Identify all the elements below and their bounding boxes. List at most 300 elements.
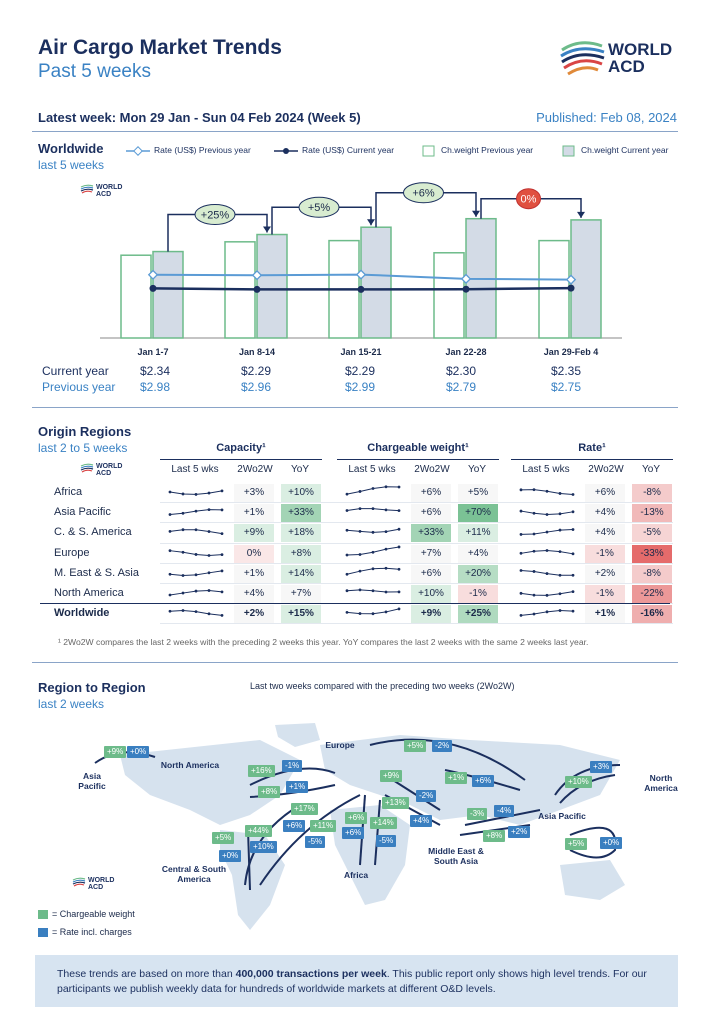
rate-badge: -5% [305,836,325,848]
sparkline-point [359,589,362,592]
sparkline-point [195,553,198,556]
current-rate-value: $2.29 [241,364,272,378]
sparkline-point [221,569,224,572]
previous-rate-value: $2.75 [551,380,582,394]
sparkline-point [346,573,349,576]
previous-rate-value: $2.99 [345,380,376,394]
map-small-logo [72,876,115,894]
chargeable-weight-badge: +8% [483,830,505,842]
row-divider [160,623,673,624]
metric-cell: +6% [585,484,625,502]
sparkline-point [533,594,536,597]
sparkline-point [546,531,549,534]
sparkline-point [385,509,388,512]
sparkline-point [572,552,575,555]
sparkline-point [533,533,536,536]
sparkline-point [398,568,401,571]
x-tick-label: Jan 1-7 [137,347,169,357]
small-logo-line2: ACD [88,884,104,891]
rate-curr-point [463,286,470,293]
metric-cell: +33% [411,524,451,542]
group-header: Chargeable weight¹ [367,442,469,454]
sparkline-point [398,590,401,593]
metric-cell: -33% [632,545,672,563]
sparkline-point [520,533,523,536]
australia-shape [560,860,625,900]
metric-cell: -16% [632,605,672,623]
change-label: +6% [412,187,435,200]
column-header: YoY [291,464,309,475]
sparkline [166,545,226,561]
legend-green-swatch [38,910,48,919]
metric-cell: +6% [411,484,451,502]
legend-blue-text: = Rate incl. charges [52,927,132,937]
column-header: YoY [468,464,486,475]
rate-badge: +2% [508,826,530,838]
metric-cell: +10% [281,484,321,502]
sparkline-point [385,485,388,488]
globe-swoosh-small-icon [72,877,86,889]
sparkline-point [221,509,224,512]
x-tick-label: Jan 8-14 [238,347,276,357]
logo-text-line1: WORLD [608,40,673,59]
sparkline-point [398,486,401,489]
sparkline-point [559,574,562,577]
rate-curr-point [568,285,575,292]
column-header: 2Wo2W [588,464,624,475]
rate-badge: +6% [472,775,494,787]
current-rate-value: $2.30 [446,364,477,378]
logo-text-line2: ACD [608,57,645,76]
sparkline-point [398,509,401,512]
group-rule [160,459,322,460]
sparkline-point [572,574,575,577]
group-header: Capacity¹ [216,442,266,454]
metric-cell: -8% [632,484,672,502]
divider [32,131,678,132]
sparkline [166,565,226,581]
sparkline [166,484,226,500]
row-divider [160,543,673,544]
sparkline-point [559,492,562,495]
sparkline [166,605,226,621]
x-tick-label: Jan 29-Feb 4 [543,347,599,357]
sparkline-point [169,549,172,552]
chargeable-weight-badge: +17% [291,803,318,815]
sparkline-point [182,512,185,515]
sparkline [343,605,403,621]
bar-curr-1 [257,235,287,338]
footer-bold: 400,000 transactions per week [235,968,387,980]
sparkline-point [169,530,172,533]
small-logo-line2: ACD [96,191,112,198]
change-arrowhead [263,227,271,233]
sparkline-point [195,529,198,532]
sparkline-point [372,507,375,510]
sparkline-point [208,571,211,574]
sparkline-point [182,592,185,595]
sparkline-point [221,553,224,556]
chargeable-weight-badge: +13% [382,797,409,809]
rate-badge: +0% [127,746,149,758]
sparkline-point [182,529,185,532]
worldwide-subtitle: last 5 weeks [38,158,105,172]
chargeable-weight-badge: +5% [565,838,587,850]
sparkline-point [346,589,349,592]
sparkline-point [359,553,362,556]
sparkline-point [359,490,362,493]
rate-badge: +10% [250,841,277,853]
region-label: Africa [54,486,83,498]
previous-rate-value: $2.98 [140,380,171,394]
sparkline [343,585,403,601]
sparkline-point [221,533,224,536]
label-csa: Central & South America [161,864,227,884]
metric-cell: -1% [458,585,498,603]
sparkline [343,565,403,581]
footer-pre: These trends are based on more than [57,968,236,980]
sparkline-point [572,493,575,496]
sparkline-point [182,609,185,612]
chargeable-weight-badge: -3% [467,808,487,820]
sparkline-point [359,570,362,573]
sparkline-point [520,592,523,595]
sparkline-point [346,611,349,614]
x-tick-label: Jan 22-28 [445,347,487,357]
sparkline-point [546,572,549,575]
sparkline-point [182,574,185,577]
chargeable-weight-badge: +16% [248,765,275,777]
sparkline [166,524,226,540]
sparkline [343,484,403,500]
sparkline-point [195,590,198,593]
chargeable-weight-badge: +44% [245,825,272,837]
rate-badge: +0% [600,837,622,849]
sparkline [517,545,577,561]
label-africa: Africa [343,870,369,880]
sparkline-point [572,529,575,532]
sparkline [517,605,577,621]
sparkline [166,585,226,601]
chargeable-weight-badge: +9% [104,746,126,758]
current-rate-value: $2.35 [551,364,582,378]
column-header: 2Wo2W [414,464,450,475]
region-label: Europe [54,546,90,559]
metric-cell: +14% [281,565,321,583]
rate-curr-point [358,286,365,293]
row-divider [160,563,673,564]
sparkline-point [195,610,198,613]
rate-badge: -2% [416,790,436,802]
rate-badge: +6% [283,820,305,832]
sparkline-point [359,530,362,533]
rate-curr-point [254,286,261,293]
small-logo-line1: WORLD [96,184,123,191]
sparkline-point [520,614,523,617]
sparkline-point [182,550,185,553]
sparkline-point [208,613,211,616]
change-arrowhead [367,219,375,225]
rate-badge: +4% [410,815,432,827]
footer-note [35,955,678,1007]
metric-cell: +8% [281,545,321,563]
sparkline-point [372,612,375,615]
legend-rate-prev: Rate (US$) Previous year [154,145,251,155]
sparkline-point [385,567,388,570]
sparkline-point [169,594,172,597]
origin-title: Origin Regions [38,424,132,439]
metric-cell: +6% [411,504,451,522]
group-header: Rate¹ [578,442,606,454]
label-mesa: Middle East & South Asia [428,846,484,866]
metric-cell: +70% [458,504,498,522]
row-divider [160,583,673,584]
rate-badge: -1% [282,760,302,772]
metric-cell: +3% [234,484,274,502]
metric-cell: +33% [281,504,321,522]
origin-subtitle: last 2 to 5 weeks [38,441,128,455]
sparkline-point [546,549,549,552]
column-header: YoY [642,464,660,475]
sparkline-point [372,567,375,570]
greenland-shape [275,723,320,747]
current-rate-value: $2.29 [345,364,376,378]
metric-cell: +18% [281,524,321,542]
chargeable-weight-badge: +5% [212,832,234,844]
metric-cell: +7% [281,585,321,603]
sparkline [343,524,403,540]
sparkline [517,565,577,581]
rate-badge: -5% [376,835,396,847]
row-divider [160,502,673,503]
metric-cell: +1% [234,565,274,583]
sparkline-point [559,592,562,595]
worldwide-chart [0,160,709,360]
sparkline-point [208,492,211,495]
sparkline-point [221,614,224,617]
region-label: Worldwide [54,607,110,620]
sparkline [166,504,226,520]
sparkline-point [346,493,349,496]
sparkline-point [372,531,375,534]
divider [32,662,678,663]
chargeable-weight-badge: +10% [565,776,592,788]
r2r-caption: Last two weeks compared with the preceding two weeks (2Wo2W) [250,681,515,691]
label-asia-pacific-left: Asia Pacific [78,771,106,791]
metric-cell: +11% [458,524,498,542]
metric-cell: +25% [458,605,498,623]
sparkline-point [398,528,401,531]
sparkline-point [359,612,362,615]
bar-curr-0 [153,252,183,338]
worldwide-rule [40,603,670,604]
sparkline-point [169,491,172,494]
world-acd-logo [558,36,688,86]
change-label: +5% [307,202,331,215]
sparkline-point [520,488,523,491]
previous-rate-value: $2.96 [241,380,272,394]
legend-blue-swatch [38,928,48,937]
region-label: M. East & S. Asia [54,566,139,579]
sparkline-point [533,570,536,573]
sparkline-point [221,489,224,492]
published-date: Published: Feb 08, 2024 [536,110,677,125]
metric-cell: -22% [632,585,672,603]
column-header: Last 5 wks [171,464,219,475]
sparkline-point [169,610,172,613]
bar-curr-2 [361,227,391,338]
sparkline-point [398,608,401,611]
label-asia-pacific-right: Asia Pacific [538,811,586,821]
sparkline-point [169,573,172,576]
page-title: Air Cargo Market Trends [38,36,282,59]
chargeable-weight-badge: +8% [258,786,280,798]
sparkline-point [385,547,388,550]
change-arrowhead [577,212,585,218]
worldwide-title: Worldwide [38,141,104,156]
legend-green-text: = Chargeable weight [52,909,135,919]
chargeable-weight-badge: +14% [370,817,397,829]
sparkline-point [221,590,224,593]
metric-cell: +4% [585,524,625,542]
x-tick-label: Jan 15-21 [340,347,382,357]
sparkline [517,484,577,500]
metric-cell: +15% [281,605,321,623]
metric-cell: -1% [585,545,625,563]
sparkline [517,504,577,520]
sparkline-point [533,613,536,616]
rate-badge: +1% [286,781,308,793]
sparkline-point [346,529,349,532]
rate-curr-point [150,285,157,292]
sparkline [517,524,577,540]
bar-curr-4 [571,220,601,338]
divider [32,407,678,408]
small-logo-line1: WORLD [96,463,123,470]
sparkline [517,585,577,601]
sparkline-point [520,552,523,555]
sparkline-point [572,610,575,613]
rate-badge: +3% [590,761,612,773]
metric-cell: 0% [234,545,274,563]
sparkline [343,545,403,561]
sparkline-point [398,545,401,548]
group-rule [511,459,673,460]
change-arrowhead [472,211,480,217]
r2r-subtitle: last 2 weeks [38,697,105,711]
small-logo-line1: WORLD [88,877,115,884]
chargeable-weight-badge: +5% [404,740,426,752]
chart-legend [126,144,686,158]
rate-badge: +6% [342,827,364,839]
legend-rate-curr: Rate (US$) Current year [302,145,395,155]
legend-cw-curr-icon [562,145,576,157]
metric-cell: -13% [632,504,672,522]
sparkline-point [546,594,549,597]
chargeable-weight-badge: +1% [445,772,467,784]
sparkline-point [208,531,211,534]
sparkline-point [385,611,388,614]
sparkline-point [546,611,549,614]
sparkline-point [372,550,375,553]
region-label: Asia Pacific [54,506,111,519]
column-header: Last 5 wks [348,464,396,475]
sparkline-point [533,488,536,491]
sparkline-point [559,609,562,612]
metric-cell: +9% [411,605,451,623]
metric-cell: -1% [585,585,625,603]
globe-swoosh-icon [558,36,610,80]
region-label: North America [54,587,124,599]
sparkline-point [208,589,211,592]
r2r-title: Region to Region [38,680,146,695]
sparkline-point [520,569,523,572]
column-header: Last 5 wks [522,464,570,475]
metric-cell: +20% [458,565,498,583]
metric-cell: +4% [234,585,274,603]
footnote: ¹ 2Wo2W compares the last 2 weeks with the preceding 2 weeks this year. YoY compares the last 2 weeks with the same 2 weeks last year. [58,637,589,647]
metric-cell: +6% [411,565,451,583]
sparkline-point [559,529,562,532]
sparkline-point [195,573,198,576]
previous-year-label: Previous year [42,380,116,394]
chargeable-weight-badge: +6% [345,812,367,824]
page-subtitle: Past 5 weeks [38,61,151,82]
previous-rate-value: $2.79 [446,380,477,394]
sparkline-point [195,493,198,496]
sparkline-point [372,487,375,490]
sparkline-point [520,510,523,513]
metric-cell: +2% [234,605,274,623]
sparkline-point [559,513,562,516]
change-label: +25% [200,209,230,222]
legend-rate-curr-icon [274,146,298,156]
sparkline-point [372,589,375,592]
footer-post: . This public report only shows high level trends. For our participants we publish weekly data for hundreds of worldwide markets at different O&D levels. [57,968,647,995]
chargeable-weight-badge: +11% [310,820,336,832]
rate-badge: -4% [494,805,514,817]
metric-cell: +1% [234,504,274,522]
metric-cell: +10% [411,585,451,603]
row-divider [160,522,673,523]
sparkline-point [359,507,362,510]
legend-cw-prev-icon [422,145,436,157]
latest-week-label: Latest week: Mon 29 Jan - Sun 04 Feb 2024 (Week 5) [38,110,361,125]
metric-cell: -5% [632,524,672,542]
sparkline-point [346,509,349,512]
sparkline-point [208,508,211,511]
sparkline-point [533,549,536,552]
metric-cell: +2% [585,565,625,583]
label-north-america: North America [160,760,220,770]
rate-badge: +0% [219,850,241,862]
sparkline-point [169,513,172,516]
bar-prev-3 [434,253,464,338]
sparkline-point [208,554,211,557]
metric-cell: +5% [458,484,498,502]
bar-prev-0 [121,255,151,338]
origin-small-logo [80,462,123,480]
sparkline-point [546,490,549,493]
metric-cell: -8% [632,565,672,583]
column-header: 2Wo2W [237,464,273,475]
sparkline-point [533,512,536,515]
sparkline-point [346,553,349,556]
region-label: C. & S. America [54,526,132,539]
legend-cw-prev: Ch.weight Previous year [441,145,534,155]
sparkline-point [546,513,549,516]
current-year-label: Current year [42,364,109,378]
